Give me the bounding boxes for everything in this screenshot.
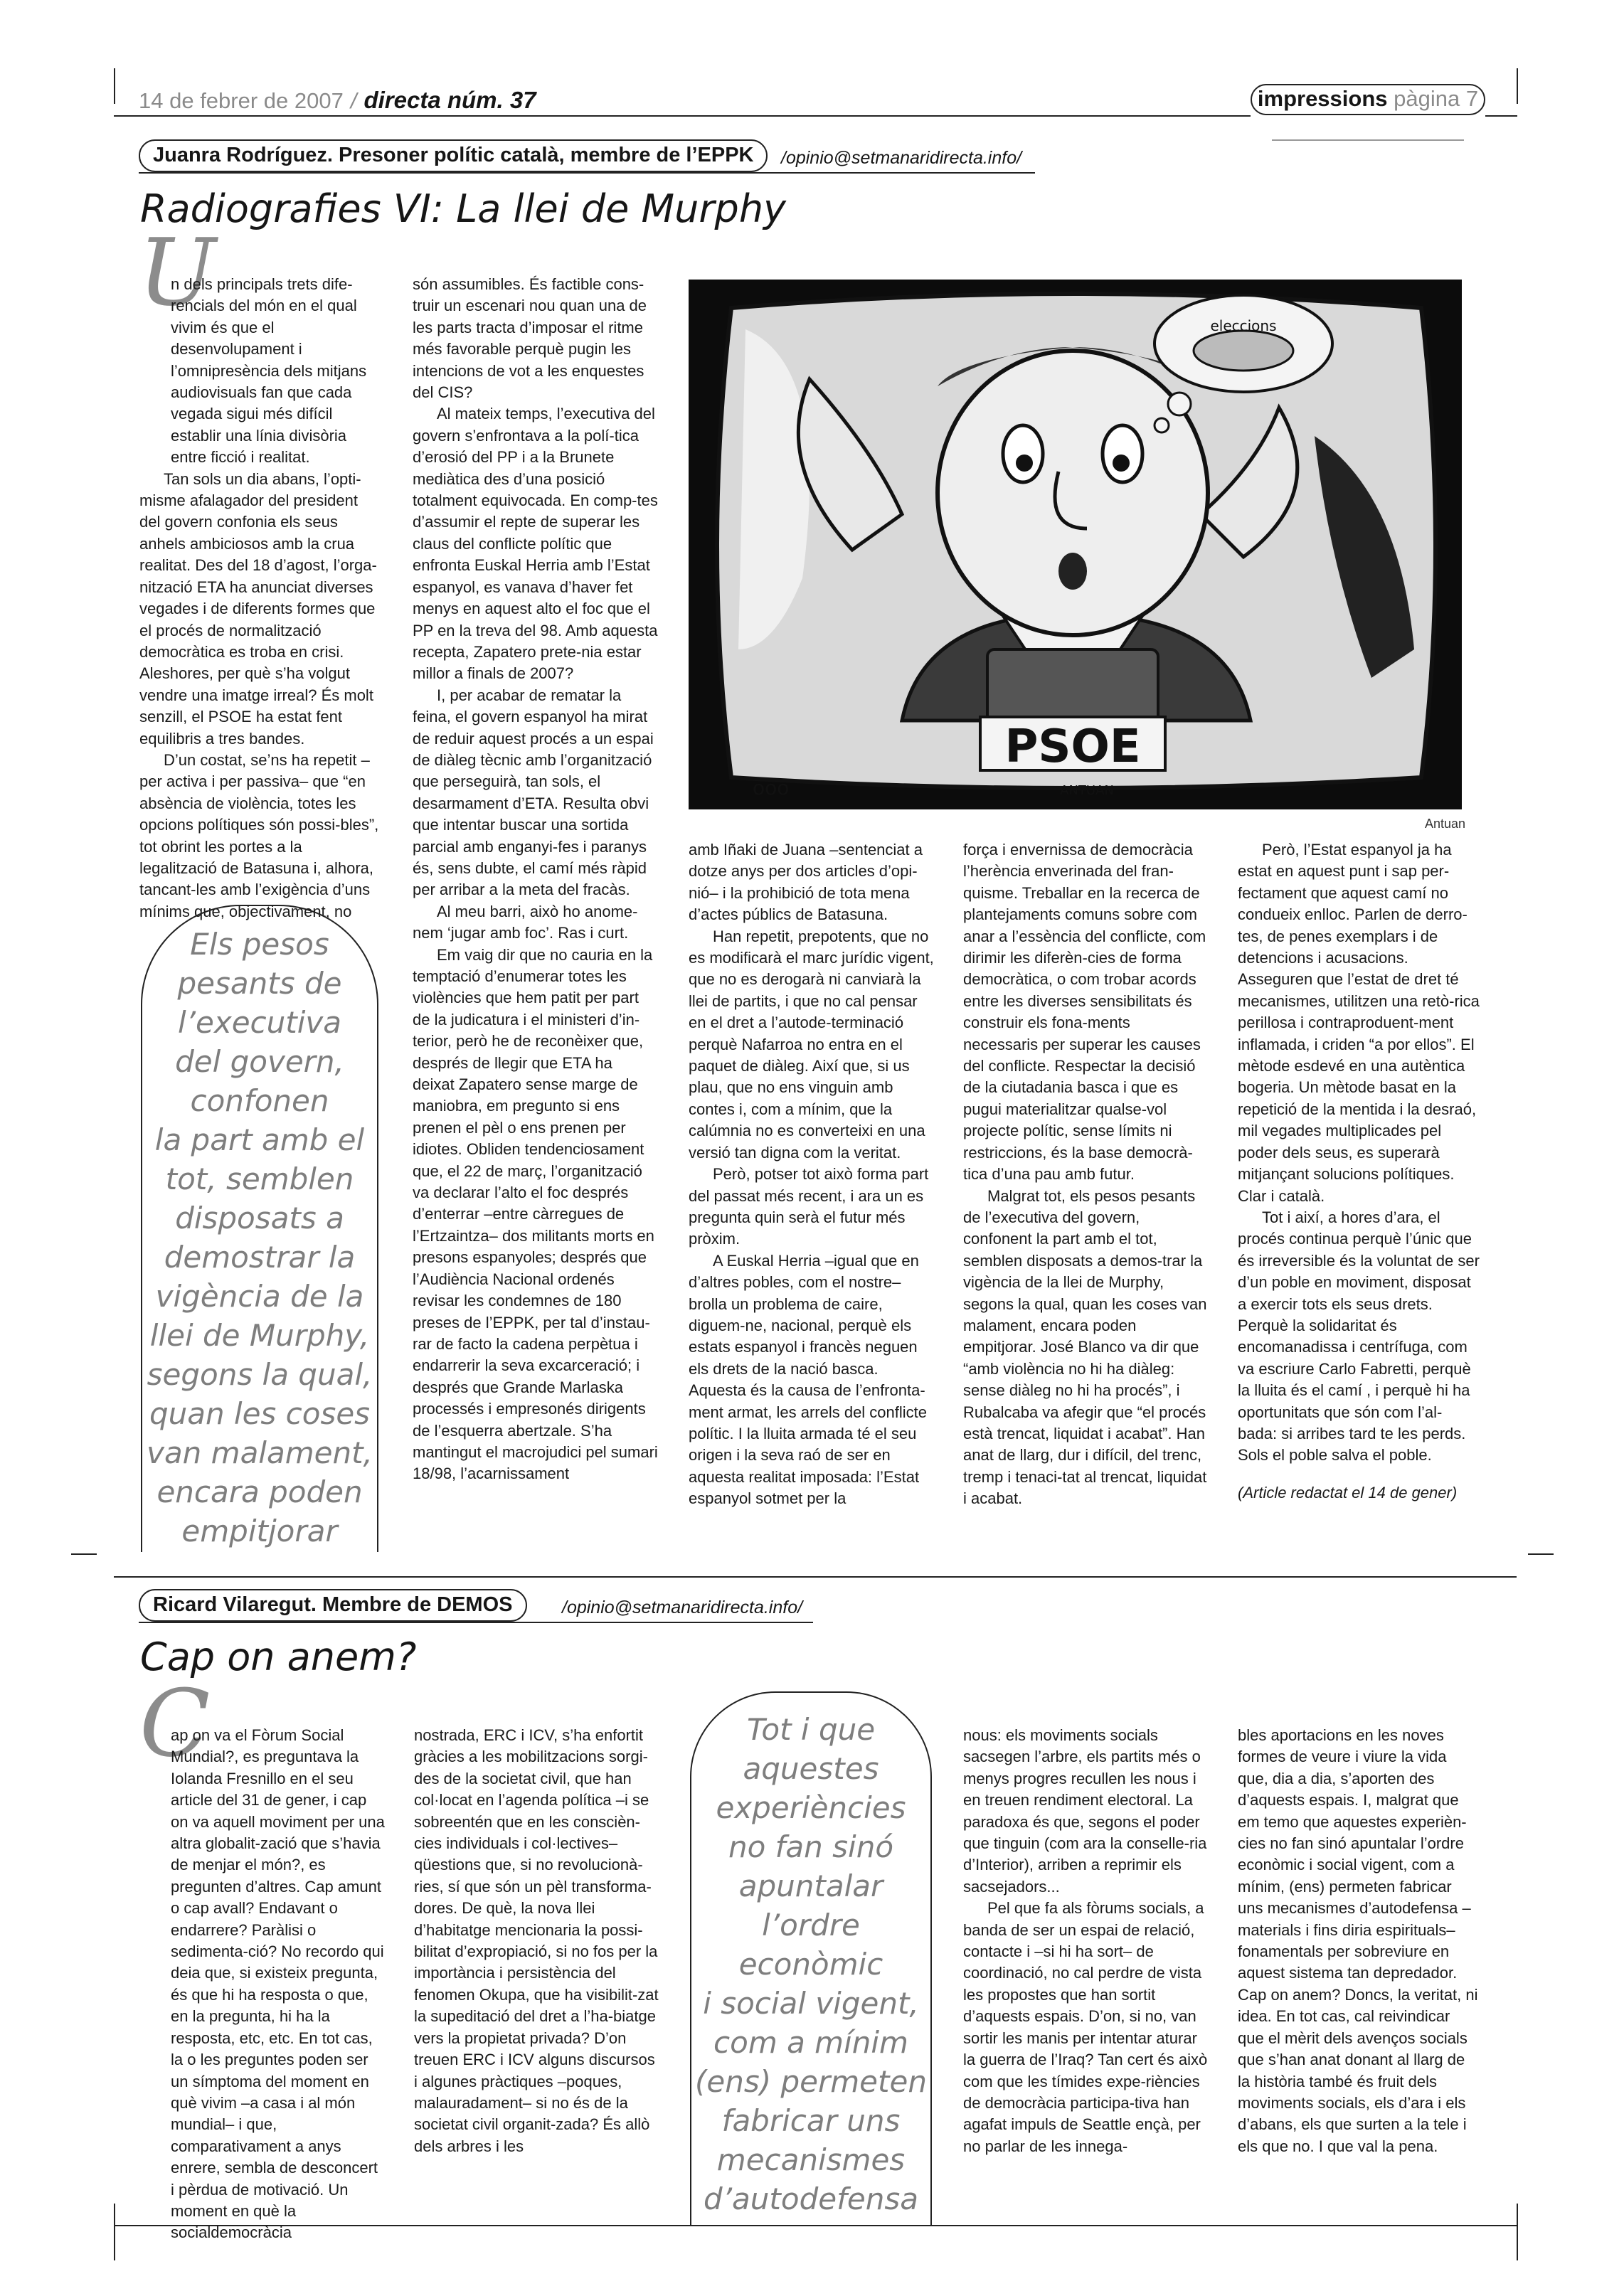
header-rule-right xyxy=(1485,115,1517,117)
cartoon-illustration xyxy=(689,280,1462,809)
article2-byline: Ricard Vilaregut. Membre de DEMOS xyxy=(139,1589,527,1622)
byline-underline xyxy=(139,1622,813,1623)
article1-byline: Juanra Rodríguez. Presoner polític català, membre de l’EPPK xyxy=(139,139,768,172)
cartoon-signature: ANTUAN xyxy=(1060,783,1114,798)
article2-column-3 xyxy=(963,1725,1209,2157)
paragraph: A Euskal Herria –igual que en d’altres pobles, com el nostre– brolla un problema de caire, diguem-ne, nacional, perquè els estats espanyol i francès neguen els drets de la nació basca. Aquesta és la causa de l’enfronta-ment armat, les arrels del conflicte polític. I la lluita armada té el seu origen i la seva raó de ser en aquesta realitat imposada: l’Estat espanyol sotmet per la xyxy=(689,1251,928,1508)
publication-name: directa núm. 37 xyxy=(363,87,536,113)
paragraph: Però, l’Estat espanyol ja ha estat en aquest punt i sap per-fectament que aquest camí no condueix enlloc. Parlen de derro-tes, de penes exemplars i de detencions i acusacions. Asseguren que l’estat de dret té mecanismes, utilitzen una retò-rica perillosa i contraproduent-ment inflamada, i criden “a por ellos”. El mètode esdevé en una autèntica bogeria. Un mètode basat en la repetició de la mentida i la desraó, mil vegades multiplicades pel poder dels seus, es superarà mitjançant solucions polítiques. Clar i català. xyxy=(1238,841,1480,1205)
thought-bubble-text: eleccions xyxy=(1210,317,1277,334)
paragraph: Al meu barri, això ho anome-nem ‘jugar amb foc’. Ras i curt. xyxy=(413,902,638,942)
article2-column-1 xyxy=(139,1725,385,2244)
crop-mark xyxy=(1517,68,1518,104)
article-date-note: (Article redactat el 14 de gener) xyxy=(1238,1483,1458,1502)
article1-dropcap: U xyxy=(138,218,216,326)
article2-column-4 xyxy=(1238,1725,1480,2157)
crop-mark xyxy=(1517,2204,1518,2260)
header-rule xyxy=(114,115,1251,117)
paragraph: I, per acabar de rematar la feina, el govern espanyol ha mirat de reduir aquest procés a un espai de diàleg tècnic amb l’organització que perseguirà, tan sols, el desarmament d’ETA. Resulta obvi que intentar buscar una sortida parcial amb enganyi-fes i paranys és, sens dubte, el camí més ràpid per arribar a la meta del fracàs. xyxy=(413,686,654,899)
page-number: pàgina 7 xyxy=(1394,86,1479,111)
paragraph: Malgrat tot, els pesos pesants de l’executiva del govern, confonent la part amb el tot, semblen disposats a demos-trar la vigència de la llei de Murphy, segons la qual, quan les coses van malament, encara poden empitjorar. José Blanco va dir que “amb violència no hi ha diàleg: sense diàleg no hi ha procés”, i Rubalcaba va afegir que “el procés està trencat, liquidat i acabat”. Han anat de llarg, dur i difícil, del trenc, tremp i tenaci-tat al trencat, liquidat i acabat. xyxy=(963,1186,1207,1508)
cartoon-label: PSOE xyxy=(1004,721,1141,773)
byline-underline xyxy=(139,172,1035,174)
article2-pull-quote: Tot i que aquestes experiències no fan sinó apuntalar l’ordre econòmic i social vigent, com a mínim (ens) permeten fabricar uns mecanismes d’autodefensa xyxy=(690,1691,932,2225)
paragraph: Però, potser tot això forma part del passat més recent, i ara un es pregunta quin serà el futur més pròxim. xyxy=(689,1165,929,1248)
header-sub-rule xyxy=(1272,139,1464,141)
cartoon-control-marks: ooo xyxy=(753,776,790,799)
issue-date: 14 de febrer de 2007 xyxy=(139,88,344,113)
paragraph: n dels principals trets dife-rencials del món en el qual vivim és que el desenvolupament i l’omnipresència dels mitjans audiovisuals fan que cada vegada sigui més difícil establir una línia divisòria entre ficció i realitat. xyxy=(171,275,367,467)
crop-mark xyxy=(71,1553,97,1555)
article1-pull-quote: Els pesos pesants de l’executiva del govern, confonen la part amb el tot, semblen disposats a demostrar la vigència de la llei de Murphy, segons la qual, quan les coses van malament, encara poden empitjorar xyxy=(141,905,378,1552)
article1-title: Radiografies VI: La llei de Murphy xyxy=(140,186,787,231)
article1-column-4 xyxy=(963,839,1209,1510)
article1-email[interactable]: /opinio@setmanaridirecta.info/ xyxy=(781,148,1022,168)
running-header xyxy=(139,87,536,114)
article2-column-2 xyxy=(414,1725,659,2157)
image-caption: Antuan xyxy=(1425,817,1466,831)
crop-mark xyxy=(1528,1553,1554,1555)
article2-email[interactable]: /opinio@setmanaridirecta.info/ xyxy=(562,1598,803,1617)
paragraph: ap on va el Fòrum Social Mundial?, es preguntava la Iolanda Fresnillo en el seu article del 31 de gener, i cap on va aquell moviment per una altra globalit-zació que s’havia de menjar el món?, es pregunten d’altres. Cap amunt o cap avall? Endavant o endarrere? Paràlisi o sedimenta-ció? No recordo qui deia que, si existeix pregunta, és que hi ha resposta o que, en la pregunta, hi ha la resposta, etc, etc. En tot cas, la o les preguntes poden ser un símptoma del moment en què vivim –a casa i al món mundial– i que, comparativament a anys enrere, sembla de desconcert i pèrdua de motivació. Un moment en què la socialdemocràcia xyxy=(171,1726,385,2242)
paragraph: nous: els moviments socials sacsegen l’arbre, els partits més o menys progres recullen les nous i en treuen rendiment electoral. La paradoxa és que, segons el poder que tinguin (com ara la conselle-ria d’Interior), arriben a reprimir els sacsejadors... xyxy=(963,1726,1207,1896)
paragraph: D’un costat, se’ns ha repetit –per activa i per passiva– que “en absència de violència, totes les opcions polítiques són possi-bles”, tot obrint les portes a la legalització de Batasuna i, alhora, tancant-les amb l’exigència d’uns mínims que, objectivament, no xyxy=(139,750,379,920)
paragraph: nostrada, ERC i ICV, s’ha enfortit gràcies a les mobilitzacions sorgi-des de la societat civil, que han col·locat en l’agenda política –i se sobreentén que en les conscièn-cies individuals i col·lectives– qüestions que, si no revolucionà-ries, sí que són un pèl transforma-dores. De què, la nova llei d’habitatge mencionaria la possi-bilitat d’expropiació, si no fos per la importància i persistència del fenomen Okupa, que ha visibilit-zat la supeditació del dret a l’ha-biatge vers la propietat privada? D’on treuen ERC i ICV alguns discursos i algunes pràctiques –poques, malauradament– si no és de la societat civil organit-zada? És allò dels arbres i les xyxy=(414,1726,659,2155)
paragraph: Tan sols un dia abans, l’opti-misme afalagador del president del govern confonia els seus anhels ambiciosos amb la crua realitat. Des del 18 d’agost, l’orga-nització ETA ha anunciat diverses vegades i de diferents formes que el procés de normalització democràtica es troba en crisi. Aleshores, per què s’ha volgut vendre una imatge irreal? És molt senzill, el PSOE ha estat fent equilibris a tres bandes. xyxy=(139,469,377,748)
article1-column-2 xyxy=(413,274,658,1485)
section-tab xyxy=(1251,84,1485,115)
cartoon-drawing xyxy=(689,280,1462,809)
paragraph: Han repetit, prepotents, que no es modificarà el marc jurídic vigent, que no es derogarà ni canviarà la llei de partits, i que no cal pensar en el dret a l’autode-terminació perquè Nafarroa no entra en el paquet de diàleg. Així que, si us plau, que no ens vinguin amb contes i, com a mínim, que la calúmnia no es converteixi en una versió tan digna com la veritat. xyxy=(689,927,934,1162)
paragraph: són assumibles. És factible cons-truir un escenari nou quan una de les parts tracta d’imposar el ritme més favorable perquè pugin les intencions de vot a les enquestes del CIS? xyxy=(413,275,647,402)
article2-dropcap: C xyxy=(139,1669,211,1777)
article1-column-5 xyxy=(1238,839,1480,1504)
crop-mark xyxy=(114,68,115,104)
crop-mark xyxy=(114,2204,115,2260)
article-divider xyxy=(114,1576,1517,1578)
header-separator: / xyxy=(350,88,357,113)
article1-column-1 xyxy=(139,274,381,923)
paragraph: bles aportacions en les noves formes de veure i viure la vida que, dia a dia, s’aporten des d’aquests espais. I, malgrat que em temo que aquestes experièn-cies no fan sinó apuntalar l’ordre econòmic i social vigent, com a mínim, (ens) permeten fabricar uns mecanismes d’autodefensa –materials i fins diria espirituals– fonamentals per sobreviure en aquest sistema tan depredador. Cap on anem? Doncs, la veritat, ni idea. En tot cas, cal reivindicar que el mèrit dels avenços socials que s’han anat donant al llarg de la història també és fruit dels moviments socials, els d’ara i els d’abans, els que surten a la tele i els que no. I que val la pena. xyxy=(1238,1726,1478,2155)
paragraph: Tot i així, a hores d’ara, el procés continua perquè l’únic que és irreversible és la voluntat de ser d’un poble en moviment, disposat a exercir tots els seus drets. Perquè la solidaritat és encomanadissa i centrífuga, com va escriure Carlo Fabretti, perquè la lluita és el camí , i perquè hi ha oportunitats que són com l’al-bada: si arribes tard te les perds. Sols el poble salva el poble. xyxy=(1238,1208,1480,1465)
paragraph: Em vaig dir que no cauria en la temptació d’enumerar totes les violències que hem patit per part de la judicatura i el ministeri d’in-terior, però he de reconèixer que, després de llegir que ETA ha deixat Zapatero sense marge de maniobra, em pregunto si ens prenen el pèl o ens prenen per idiotes. Obliden tendenciosament que, el 22 de març, l’organització va declarar l’alto el foc després d’enterrar –entre càrregues de l’Ertzaintza– dos militants morts en presons espanyoles; després que l’Audiència Nacional ordenés revisar les condemnes de 180 preses de l’EPPK, per tal d’instau-rar de facto la cadena perpètua i endarrerir la seva excarceració; i després que Grande Marlaska processés i empresonés dirigents de l’esquerra abertzale. S’ha mantingut el macrojudici pel sumari 18/98, l’acarnissament xyxy=(413,945,658,1483)
paragraph: Al mateix temps, l’executiva del govern s’enfrontava a la polí-tica d’erosió del PP i a la Brunete mediàtica des d’una posició totalment equivocada. En comp-tes d’assumir el repte de superar les claus del conflicte polític que enfronta Euskal Herria amb l’Estat espanyol, es vanava d’haver fet menys en aquest alto el foc que el PP en la treva del 98. Amb aquesta recepta, Zapatero prete-nia estar millor a finals de 2007? xyxy=(413,405,658,683)
article2-title: Cap on anem? xyxy=(140,1635,417,1679)
article1-column-3 xyxy=(689,839,934,1510)
paragraph: Pel que fa als fòrums socials, a banda de ser un espai de relació, contacte i –si hi ha sort– de coordinació, no cal perdre de vista les propostes que han sortit d’aquests espais. D’on, si no, van sortir les manis per intentar aturar la guerra de l’Iraq? Tan cert és això com que les tímides expe-riències de democràcia participa-tiva han agafat impuls de Seattle ençà, per no parlar de les innega- xyxy=(963,1899,1208,2155)
paragraph: amb Iñaki de Juana –sentenciat a dotze anys per dos articles d’opi-nió– i la prohibició de tota mena d’actes públics de Batasuna. xyxy=(689,841,923,924)
paragraph: força i envernissa de democràcia l’herència enverinada del fran-quisme. Treballar en la recerca de plantejaments comuns sobre com anar a l’essència del conflicte, com dirimir les diferèn-cies de forma democràtica, o com trobar acords entre les diverses sensibilitats és construir els fona-ments necessaris per superar les causes del conflicte. Respectar la decisió de la ciutadania basca i que es pugui materialitzar qualse-vol projecte polític, sense límits ni restriccions, és la base democrà-tica d’una pau amb futur. xyxy=(963,841,1206,1184)
section-name: impressions xyxy=(1257,86,1388,111)
